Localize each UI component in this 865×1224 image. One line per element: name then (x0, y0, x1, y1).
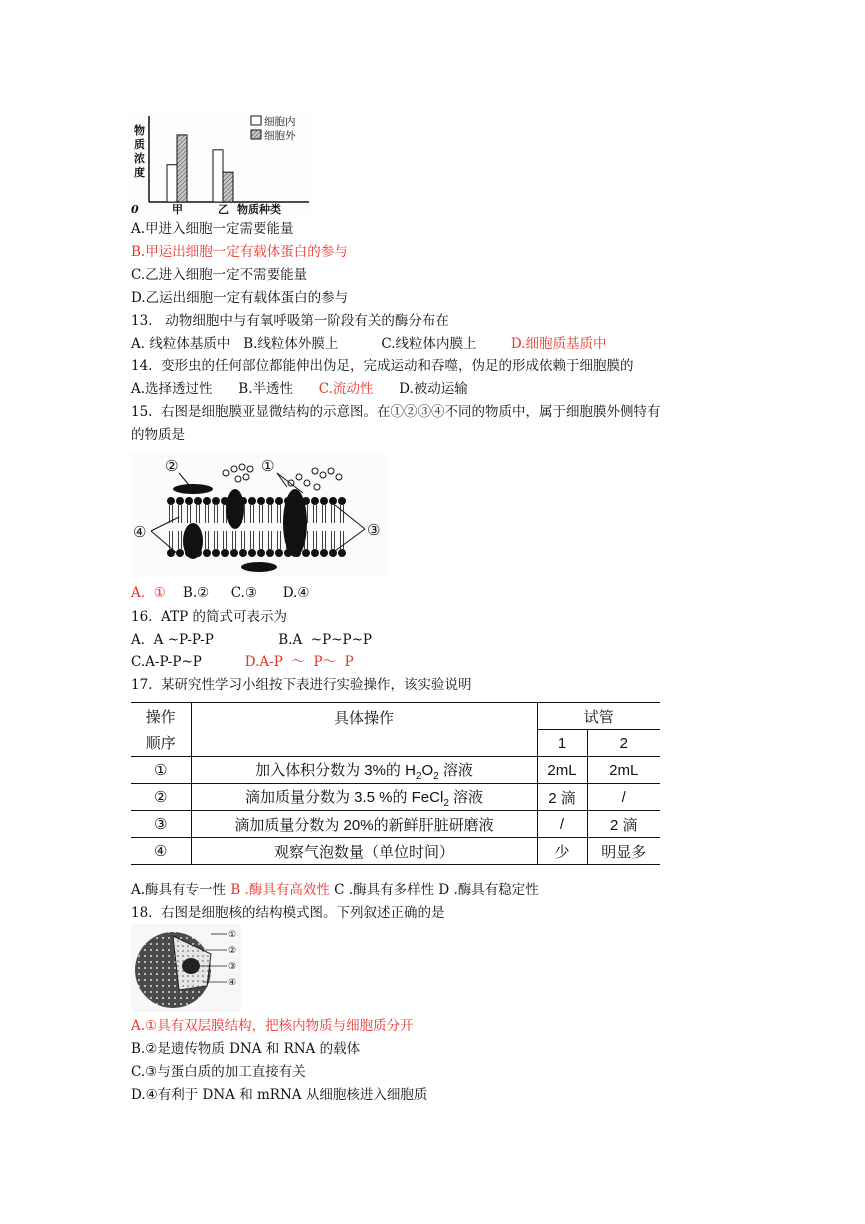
lipid-head (176, 497, 184, 505)
lipid-head (167, 497, 175, 505)
q14-options (131, 379, 468, 399)
table-row (131, 784, 660, 811)
q17-stem: 17. 某研究性学习小组按下表进行实验操作，该实验说明 (131, 677, 472, 693)
q16-option-a: A. A ~P-P-P (131, 632, 214, 648)
lipid-head (230, 549, 238, 557)
q13-option-d: D.细胞质基质中 (510, 336, 607, 352)
q18-option-d: D.④有利于 DNA 和 mRNA 从细胞核进入细胞质 (131, 1087, 428, 1103)
q18-option-b: B.②是遗传物质 DNA 和 RNA 的载体 (131, 1041, 361, 1057)
bar-outside (223, 172, 233, 202)
header-op2: 顺序 (145, 734, 176, 753)
q15-option-b: B.② (182, 585, 210, 601)
q12-option-c: C.乙进入细胞一定不需要能量 (131, 267, 308, 283)
q17-option-d: D .酶具有稳定性 (438, 882, 539, 898)
lipid-head (338, 497, 346, 505)
concentration-bar-chart (131, 112, 311, 216)
legend-label: 细胞内 (264, 116, 296, 128)
lipid-head (257, 497, 265, 505)
lipid-head (320, 497, 328, 505)
lipid-head (194, 497, 202, 505)
q16-option-d: D.A-P ～ P～ P (244, 654, 354, 670)
lipid-head (257, 549, 265, 557)
legend-swatch-outside (251, 130, 261, 139)
label-2: ② (228, 946, 237, 956)
table-row (131, 811, 660, 838)
tube1-value: 2mL (537, 757, 587, 784)
q16-options-ab (131, 630, 372, 650)
label-1: ① (228, 930, 237, 940)
q17-option-a: A.酶具有专一性 (131, 882, 227, 898)
tube1-value: / (537, 811, 587, 838)
protein (226, 489, 244, 529)
protein (183, 523, 203, 559)
tube2-value: / (587, 784, 660, 811)
nucleus-diagram (131, 924, 241, 1012)
row-operation: 滴加质量分数为 20%的新鲜肝脏研磨液 (191, 811, 537, 838)
lipid-head (275, 549, 283, 557)
origin-label: 0 (131, 203, 139, 216)
legend-label: 细胞外 (264, 130, 296, 142)
q12-option-a: A.甲进入细胞一定需要能量 (131, 221, 294, 237)
experiment-table (131, 702, 660, 865)
header-tube-1: 1 (537, 730, 587, 757)
inner-protein (241, 562, 277, 572)
op-text: 滴加质量分数为 3.5 %的 FeCl (244, 788, 444, 806)
transmembrane-protein (283, 489, 307, 557)
row-operation (191, 784, 537, 811)
header-op1: 操作 (131, 703, 191, 730)
op-text: 溶液 (453, 788, 484, 806)
label-3: ③ (228, 962, 237, 972)
lipid-head (311, 549, 319, 557)
category-label: 乙 (218, 203, 229, 216)
row-operation: 观察气泡数量（单位时间） (191, 838, 537, 865)
op-text: O (421, 761, 434, 779)
row-operation (191, 757, 537, 784)
subscript: 2 (433, 770, 439, 782)
legend-swatch-inside (251, 116, 261, 125)
q17-option-b: B .酶具有高效性 (230, 882, 330, 898)
q14-stem: 14. 变形虫的任何部位都能伸出伪足，完成运动和吞噬，伪足的形成依赖于细胞膜的 (131, 358, 634, 374)
lipid-head (248, 497, 256, 505)
q15-options (131, 583, 309, 603)
label-4: ④ (133, 523, 147, 541)
header-tube: 试管 (537, 703, 660, 730)
lipid-head (248, 549, 256, 557)
q12-option-d: D.乙运出细胞一定有载体蛋白的参与 (131, 290, 349, 306)
lipid-head (185, 497, 193, 505)
header-detail: 具体操作 (191, 703, 537, 757)
q16-option-c: C.A-P-P~P (131, 654, 202, 670)
bar-outside (177, 135, 187, 202)
x-axis-label: 物质种类 (237, 203, 281, 216)
lipid-head (329, 497, 337, 505)
q15-option-a: A. ① (131, 585, 166, 601)
q13-option-b: B.线粒体外膜上 (243, 336, 339, 352)
lipid-head (266, 497, 274, 505)
q16-stem: 16. ATP 的简式可表示为 (131, 609, 287, 625)
row-number: ④ (131, 838, 191, 865)
tube2-value: 2 滴 (587, 811, 660, 838)
lipid-head (266, 549, 274, 557)
table-row (131, 757, 660, 784)
q14-option-c: C.流动性 (318, 381, 374, 397)
q17-option-c: C .酶具有多样性 (334, 882, 435, 898)
ylabel-char: 物 (134, 124, 145, 137)
label-4: ④ (228, 978, 237, 988)
lipid-head (311, 497, 319, 505)
ylabel-char: 质 (134, 138, 145, 151)
q13-option-a: A. 线粒体基质中 (131, 336, 231, 352)
tube2-value: 2mL (587, 757, 660, 784)
q13-stem: 13. 动物细胞中与有氧呼吸第一阶段有关的酶分布在 (131, 313, 449, 329)
label-1: ① (261, 457, 275, 475)
subscript: 2 (443, 797, 449, 809)
row-number: ② (131, 784, 191, 811)
q16-option-b: B.A ~P~P~P (278, 632, 372, 648)
op-text: 加入体积分数为 3%的 H (255, 761, 416, 779)
lipid-head (320, 549, 328, 557)
q17-options (131, 880, 539, 900)
lipid-head (212, 549, 220, 557)
category-label: 甲 (172, 203, 183, 216)
q13-option-c: C.线粒体内膜上 (381, 336, 477, 352)
table-row (131, 838, 660, 865)
tube2-value: 明显多 (587, 838, 660, 865)
q12-option-b: B.甲运出细胞一定有载体蛋白的参与 (131, 244, 348, 260)
bar-inside (167, 165, 177, 202)
q18-option-a: A.①具有双层膜结构，把核内物质与细胞质分开 (131, 1018, 414, 1034)
q18-stem: 18. 右图是细胞核的结构模式图。下列叙述正确的是 (131, 905, 445, 921)
q14-option-d: D.被动运输 (399, 381, 468, 397)
lipid-head (302, 549, 310, 557)
lipid-head (203, 549, 211, 557)
header-tube-2: 2 (587, 730, 660, 757)
nucleolus (182, 958, 200, 974)
ylabel-char: 浓 (134, 152, 145, 165)
q15-stem-line1: 15. 右图是细胞膜亚显微结构的示意图。在①②③④不同的物质中，属于细胞膜外侧特有 (131, 404, 661, 420)
subscript: 2 (415, 770, 422, 782)
q15-stem-line2: 的物质是 (131, 427, 185, 443)
label-2: ② (165, 457, 179, 475)
bar-inside (213, 150, 223, 202)
tube1-value: 2 滴 (537, 784, 587, 811)
surface-protein (173, 484, 213, 494)
tube1-value: 少 (537, 838, 587, 865)
op-text: 溶液 (442, 761, 473, 779)
lipid-head (275, 497, 283, 505)
lipid-head (221, 549, 229, 557)
lipid-head (239, 549, 247, 557)
lipid-head (212, 497, 220, 505)
q18-option-c: C.③与蛋白质的加工直接有关 (131, 1064, 306, 1080)
ylabel-char: 度 (134, 166, 145, 179)
q14-option-b: B.半透性 (238, 381, 294, 397)
lipid-head (338, 549, 346, 557)
q15-option-d: D.④ (282, 585, 310, 601)
q16-options-cd (131, 652, 354, 672)
row-number: ① (131, 757, 191, 784)
q14-option-a: A.选择透过性 (131, 381, 213, 397)
q15-option-c: C.③ (230, 585, 257, 601)
label-3: ③ (367, 521, 381, 539)
lipid-head (203, 497, 211, 505)
row-number: ③ (131, 811, 191, 838)
q13-options (131, 334, 606, 354)
cell-membrane-diagram (131, 453, 387, 577)
